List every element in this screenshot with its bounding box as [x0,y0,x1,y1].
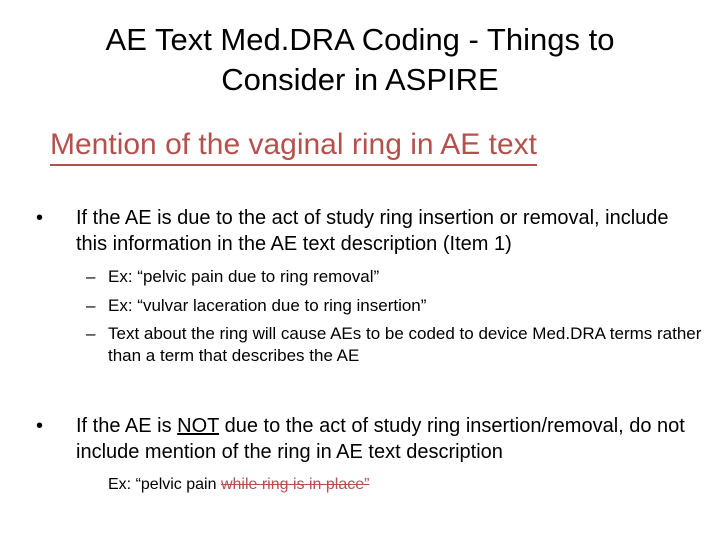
example-struck-text: while ring is in place” [220,476,370,493]
bullet-text-suffix: due to the act of study ring insertion/removal, do not include mention of the ring in AE text description [76,415,685,463]
sub-item-text: Ex: “pelvic pain due to ring removal” [108,267,380,286]
bullet-marker: • [36,207,44,229]
bullet-text-prefix: If the AE is [76,415,178,437]
sub-item-text: Text about the ring will cause AEs to be coded to device Med.DRA terms rather than a term that describes the AE [108,324,702,365]
sub-item-1 [86,266,706,288]
dash-marker: – [86,296,96,315]
slide-subtitle: Mention of the vaginal ring in AE text [50,126,537,166]
bullet-text: If the AE is due to the act of study ring insertion or removal, include this information in the AE text description (Item 1) [76,207,669,255]
bullet-item-2 [36,413,696,465]
sub-item-text: Ex: “vulvar laceration due to ring insertion” [108,296,427,315]
sub-item-3 [86,323,706,367]
example-line [108,475,369,495]
bullet-item-1 [36,205,696,257]
bullet-text [76,413,696,465]
dash-marker: – [86,267,96,286]
bullet-marker: • [36,415,44,437]
sub-item-2 [86,295,706,317]
dash-marker: – [86,324,96,343]
bullet-emphasis: NOT [177,415,220,437]
slide-title: AE Text Med.DRA Coding - Things to Consider in ASPIRE [105,22,615,97]
example-prefix: Ex: “pelvic pain [108,476,221,493]
